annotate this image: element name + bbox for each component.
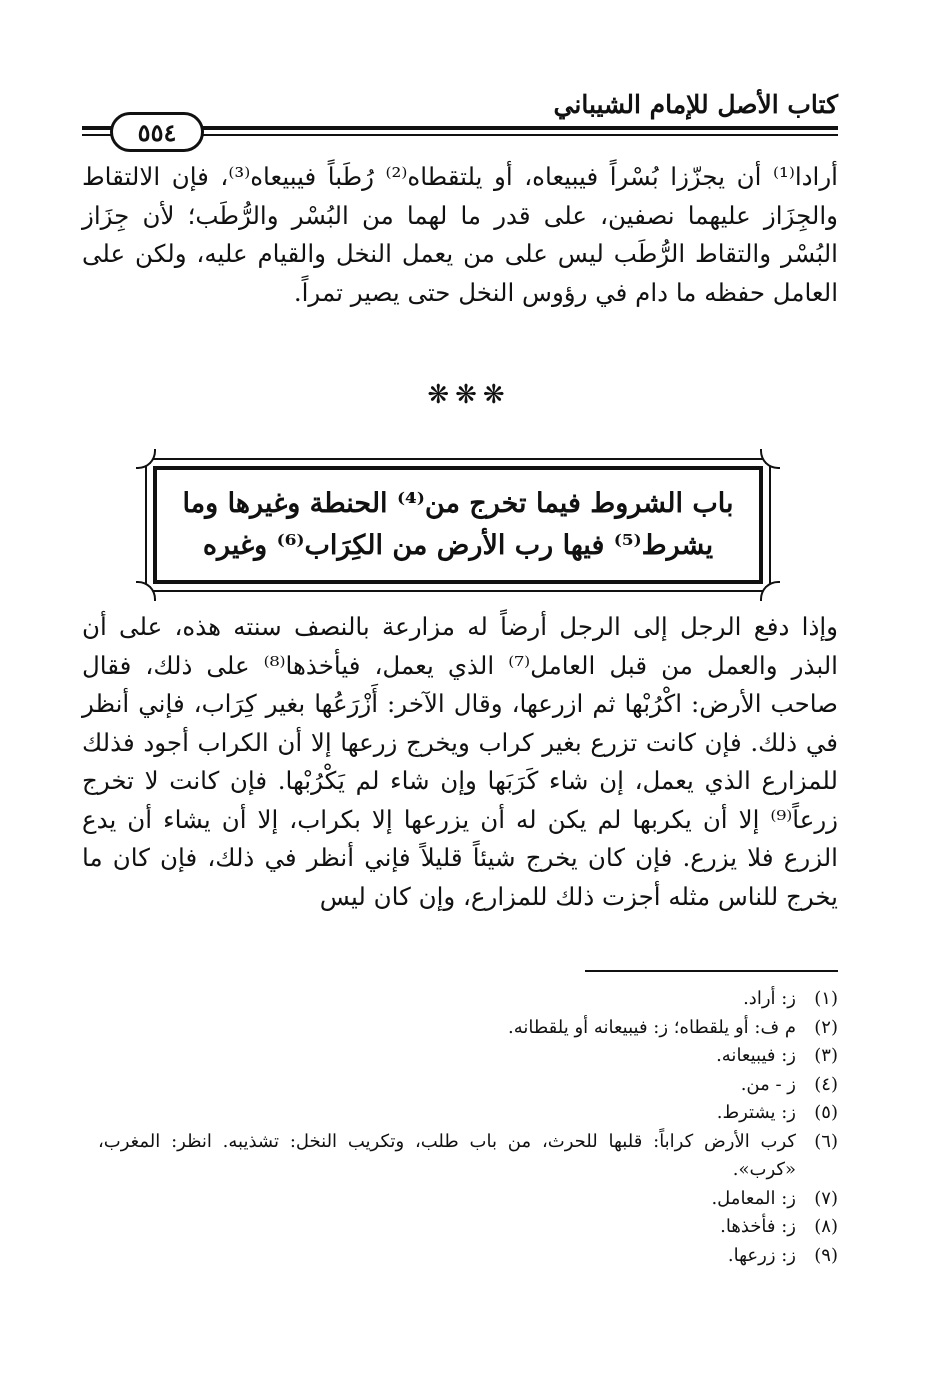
book-title: كتاب الأصل للإمام الشيباني bbox=[553, 90, 838, 119]
footnote-text: ز: فيبيعانه. bbox=[716, 1045, 796, 1066]
frame-corner-bottom-right bbox=[760, 581, 780, 601]
footnote-text: ز: يشترط. bbox=[716, 1102, 796, 1123]
footnote-text: ز - من. bbox=[740, 1073, 796, 1095]
page-header bbox=[82, 86, 838, 147]
footnote-text: كرب الأرض كراباً: قلبها للحرث، من باب طلب، وتكريب النخل: تشذيبه. انظر: المغرب، «كرب». bbox=[98, 1130, 796, 1180]
footnote bbox=[98, 1099, 838, 1128]
footnote bbox=[98, 1185, 838, 1214]
footnote-number: (٩) bbox=[814, 1244, 838, 1266]
page-number: ٥٥٤ bbox=[137, 117, 177, 147]
body-paragraph-2: وإذا دفع الرجل إلى الرجل أرضاً له مزارعة بالنصف سنته هذه، على أن البذر والعمل من قبل العامل⁽⁷⁾ الذي يعمل، فيأخذها⁽⁸⁾ على ذلك، فقال صاحب الأرض: اكْرُبْها ثم ازرعها، وقال الآخر: أَزْرَعُها بغير كِرَاب، فإني أنظر في ذلك. فإن كانت تزرع بغير كراب ويخرج زرعها إلا أن الكراب أجود فذلك للمزارع الذي يعمل، إن شاء كَرَبَها وإن شاء لم يَكْرُبْها. فإن كانت لا تخرج زرعاً⁽⁹⁾ إلا أن يكربها لم يكن له أن يزرعها إلا بكراب، إلا أن يشاء أن يدع الزرع فلا يزرع. فإن كان يخرج شيئاً قليلاً فإني أنظر في ذلك، فإن كان ما يخرج للناس مثله أجزت ذلك للمزارع، وإن كان ليس bbox=[82, 612, 838, 911]
footnote bbox=[98, 985, 838, 1014]
footnote-number: (١) bbox=[814, 988, 838, 1009]
footnote-number: (٦) bbox=[814, 1130, 838, 1152]
chapter-title: باب الشروط فيما تخرج من⁽⁴⁾ الحنطة وغيرها وما يشرط⁽⁵⁾ فيها رب الأرض من الكِرَاب⁽⁶⁾ وغيره bbox=[182, 488, 734, 561]
page-number-frame bbox=[110, 112, 204, 152]
footnote-number: (٣) bbox=[814, 1045, 838, 1066]
section-separator-ornament: ❋❋❋ bbox=[427, 380, 511, 410]
footnote-number: (٢) bbox=[814, 1016, 838, 1038]
footnote-text: ز: أراد. bbox=[743, 988, 796, 1009]
chapter-title-frame bbox=[145, 458, 771, 592]
footnote bbox=[98, 1042, 838, 1071]
footnote-text: م ف: أو يلقطاه؛ ز: فيبيعانه أو يلقطانه. bbox=[508, 1016, 796, 1038]
footnote bbox=[98, 1071, 838, 1100]
footnote-text: ز: المعامل. bbox=[711, 1187, 796, 1209]
footnote-text: ز: فأخذها. bbox=[720, 1216, 796, 1237]
frame-corner-top-right bbox=[760, 449, 780, 469]
footnote-number: (٨) bbox=[814, 1216, 838, 1237]
frame-corner-bottom-left bbox=[136, 581, 156, 601]
footnote-number: (٧) bbox=[814, 1187, 838, 1209]
footnotes bbox=[98, 985, 838, 1270]
footnote bbox=[98, 1128, 838, 1185]
footnote bbox=[98, 1242, 838, 1271]
footnote-number: (٥) bbox=[814, 1102, 838, 1123]
footnote-number: (٤) bbox=[814, 1073, 838, 1095]
footnote-separator bbox=[585, 970, 838, 972]
footnote bbox=[98, 1213, 838, 1242]
chapter-title-inner-frame bbox=[153, 466, 763, 584]
footnote-text: ز: زرعها. bbox=[727, 1244, 796, 1266]
body-paragraph-1: أرادا⁽¹⁾ أن يجزّزا بُسْراً فيبيعاه، أو يلتقطاه⁽²⁾ رُطَباً فيبيعاه⁽³⁾، فإن الالتقاط والجِزَاز عليهما نصفين، على قدر ما لهما من البُسْر والرُّطَب؛ لأن جِزَاز البُسْر والتقاط الرُّطَب ليس على من يعمل النخل والقيام عليه، ولكن على العامل حفظه ما دام في رؤوس النخل حتى يصير تمراً. bbox=[82, 162, 838, 307]
footnote bbox=[98, 1014, 838, 1043]
